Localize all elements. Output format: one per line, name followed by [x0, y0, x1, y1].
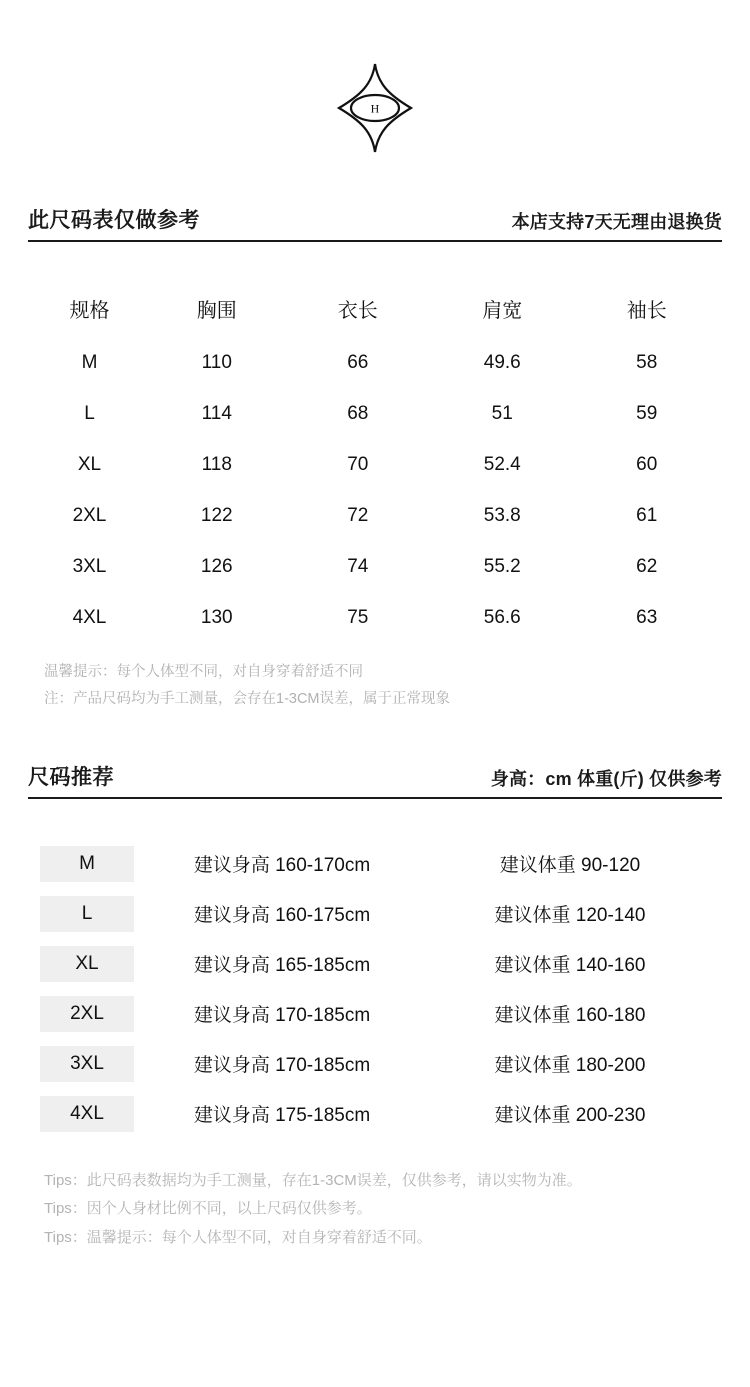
table-row: [31, 337, 719, 388]
table-row: [31, 541, 719, 592]
recommended-height: 建议身高 160-170cm: [193, 855, 371, 877]
cell-bust: 122: [200, 505, 233, 526]
size-note-line: 注：产品尺码均为手工测量，会存在1-3CM误差，属于正常现象: [44, 690, 451, 707]
recommended-height: 建议身高 165-185cm: [193, 955, 371, 977]
size-badge: 3XL: [40, 1046, 134, 1082]
recommended-weight: 建议体重 160-180: [494, 1005, 646, 1027]
cell-shoulder: 49.6: [483, 352, 521, 373]
size-badge: 4XL: [40, 1096, 134, 1132]
cell-size: XL: [77, 454, 102, 475]
cell-length: 74: [347, 556, 369, 577]
tip-line: Tips：温馨提示：每个人体型不同，对自身穿着舒适不同。: [44, 1228, 432, 1246]
cell-sleeve: 59: [636, 403, 658, 424]
list-item: [0, 889, 750, 939]
size-recommendation-list: [0, 839, 750, 1139]
list-item: [0, 1089, 750, 1139]
size-chart-notes: [44, 659, 750, 713]
cell-bust: 118: [201, 454, 232, 475]
cell-bust: 130: [200, 607, 233, 628]
column-header-length: 衣长: [337, 300, 378, 322]
size-badge: 2XL: [40, 996, 134, 1032]
cell-bust: 114: [201, 403, 232, 424]
cell-size: L: [84, 403, 95, 424]
list-item: [0, 1039, 750, 1089]
size-badge: L: [40, 896, 134, 932]
recommended-height: 建议身高 160-175cm: [193, 905, 371, 927]
table-header-row: [31, 278, 719, 337]
cell-length: 70: [347, 454, 369, 475]
size-chart-section-header: [28, 210, 722, 242]
list-item: [0, 839, 750, 889]
cell-sleeve: 61: [636, 505, 658, 526]
cell-length: 72: [347, 505, 369, 526]
recommended-height: 建议身高 170-185cm: [193, 1055, 371, 1077]
cell-length: 66: [347, 352, 369, 373]
tip-line: Tips：此尺码表数据均为手工测量，存在1-3CM误差，仅供参考，请以实物为准。: [44, 1171, 582, 1189]
table-row: [31, 388, 719, 439]
column-header-bust: 胸围: [196, 300, 237, 322]
cell-shoulder: 51: [491, 403, 513, 424]
cell-sleeve: 62: [636, 556, 658, 577]
recommended-weight: 建议体重 200-230: [494, 1105, 646, 1127]
column-header-shoulder: 肩宽: [482, 300, 523, 322]
logo-letter: H: [370, 101, 380, 116]
column-header-spec: 规格: [69, 300, 110, 322]
size-recommendation-title: 尺码推荐: [28, 765, 114, 789]
cell-shoulder: 56.6: [483, 607, 521, 628]
cell-shoulder: 55.2: [483, 556, 521, 577]
size-badge: M: [40, 846, 134, 882]
cell-shoulder: 52.4: [483, 454, 521, 475]
size-chart-title: 此尺码表仅做参考: [28, 209, 200, 232]
cell-size: 4XL: [72, 607, 107, 628]
recommended-height: 建议身高 170-185cm: [193, 1005, 371, 1027]
four-point-star-icon: [331, 62, 419, 154]
cell-bust: 110: [201, 352, 232, 373]
cell-sleeve: 60: [636, 454, 658, 475]
tip-line: Tips：因个人身材比例不同，以上尺码仅供参考。: [44, 1200, 372, 1218]
size-note-line: 温馨提示：每个人体型不同，对自身穿着舒适不同: [44, 664, 363, 680]
size-measurements-table: [31, 278, 719, 643]
size-recommendation-note: 身高：cm 体重(斤) 仅供参考: [490, 768, 722, 789]
tips-block: [44, 1167, 750, 1253]
table-row: [31, 439, 719, 490]
size-recommendation-section-header: [28, 767, 722, 799]
recommended-height: 建议身高 175-185cm: [193, 1105, 371, 1127]
cell-size: 2XL: [72, 505, 107, 526]
cell-length: 75: [347, 607, 369, 628]
list-item: [0, 939, 750, 989]
recommended-weight: 建议体重 90-120: [499, 855, 641, 877]
cell-shoulder: 53.8: [483, 505, 521, 526]
cell-size: M: [81, 352, 98, 373]
recommended-weight: 建议体重 120-140: [494, 905, 646, 927]
table-row: [31, 490, 719, 541]
cell-sleeve: 58: [636, 352, 658, 373]
brand-logo: [0, 0, 750, 154]
cell-bust: 126: [200, 556, 233, 577]
recommended-weight: 建议体重 180-200: [494, 1055, 646, 1077]
recommended-weight: 建议体重 140-160: [494, 955, 646, 977]
column-header-sleeve: 袖长: [626, 300, 667, 322]
return-policy-note: 本店支持7天无理由退换货: [511, 212, 722, 232]
table-row: [31, 592, 719, 643]
cell-size: 3XL: [72, 556, 107, 577]
cell-sleeve: 63: [636, 607, 658, 628]
cell-length: 68: [347, 403, 369, 424]
list-item: [0, 989, 750, 1039]
size-badge: XL: [40, 946, 134, 982]
